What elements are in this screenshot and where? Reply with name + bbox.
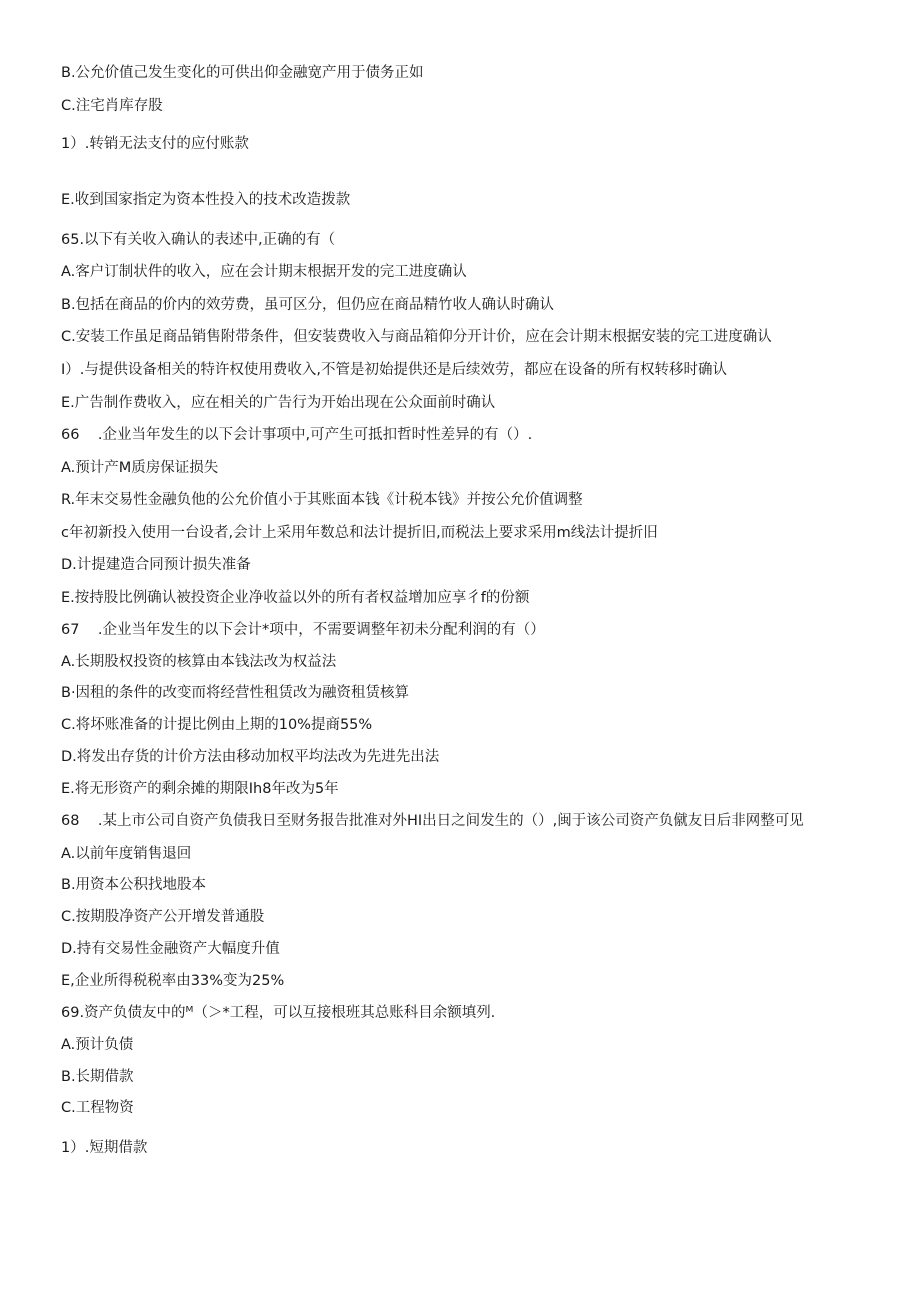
q69-option-c: C.工程物资 <box>61 1100 134 1116</box>
option-e-text: E.收到国家指定为资本性投入的技术改造拨款 <box>61 192 351 208</box>
q68-option-e: E,企业所得税税率由33%变为25% <box>61 973 285 989</box>
q67-option-c: C.将坏账准备的计提比例由上期的10%提商55% <box>61 717 373 733</box>
q65-option-d: I）.与提供设备相关的特许权使用费收入,不管是初始提供还是后续效劳，都应在设备的所有权转移时确认 <box>61 362 727 378</box>
q66-option-c: c年初新投入使用一台设者,会计上采用年数总和法计提折旧,而税法上要求采用m线法计提折旧 <box>61 525 658 541</box>
q67-option-a: A.长期股权投资的核算由本钱法改为权益法 <box>61 654 337 670</box>
q67-option-e: E.将无形资产的剩余摊的期限Ih8年改为5年 <box>61 781 339 797</box>
option-d-text: 1）.转销无法支付的应付账款 <box>61 136 249 152</box>
q69-option-a: A.预计负债 <box>61 1037 134 1053</box>
q68-option-a: A.以前年度销售退回 <box>61 846 192 862</box>
q65-option-e: E.广告制作费收入，应在相关的广告行为开始出现在公众面前时确认 <box>61 395 496 411</box>
question-65: 65.以下有关收入确认的表述中,正确的有（ <box>61 232 336 248</box>
q67-option-d: D.将发出存货的计价方法由移动加权平均法改为先进先出法 <box>61 749 440 765</box>
q68-option-c: C.按期股净资产公开增发普通股 <box>61 909 265 925</box>
q65-option-b: B.包括在商品的价内的效劳费，虽可区分，但仍应在商品精竹收人确认时确认 <box>61 297 555 313</box>
option-c-text: C.注宅肖库存股 <box>61 98 163 114</box>
q69-option-d: 1）.短期借款 <box>61 1140 148 1156</box>
q65-option-a: A.客户订制状件的收入，应在会计期末根据开发的完工进度确认 <box>61 264 467 280</box>
q66-option-e: E.按持股比例确认被投资企业净收益以外的所有者权益增加应享彳f的份额 <box>61 590 530 606</box>
q67-option-b: B·因租的条件的改变而将经营性租赁改为融资租赁核算 <box>61 685 410 701</box>
q66-option-b: R.年末交易性金融负他的公允价值小于其账面本钱《计税本钱》并按公允价值调整 <box>61 492 583 508</box>
q65-option-c: C.安装工作虽足商品销售附带条件，但安装费收入与商品箱仰分开计价，应在会计期末根据安装的完工进度确认 <box>61 329 772 345</box>
question-66: 66 .企业当年发生的以下会计事项中,可产生可抵扣哲时性差异的有（）. <box>61 427 533 443</box>
question-68: 68 .某上市公司自资产负债我日至财务报告批准对外HI出日之间发生的（）,闽于该公司资产负僦友日后非网整可见 <box>61 813 804 829</box>
question-69: 69.资产负债友中的ᴹ（＞*工程，可以互接根班其总账科目余额填列. <box>61 1005 496 1021</box>
q69-option-b: B.长期借款 <box>61 1069 134 1085</box>
q66-option-d: D.计提建造合同预计损失准备 <box>61 557 251 573</box>
question-67: 67 .企业当年发生的以下会计*项中，不需要调整年初未分配利润的有（） <box>61 622 545 638</box>
q66-option-a: A.预计产M质房保证损失 <box>61 460 219 476</box>
q68-option-d: D.持有交易性金融资产大幅度升值 <box>61 941 280 957</box>
q68-option-b: B.用资本公积找地股本 <box>61 877 207 893</box>
option-b-text: B.公允价值己发生变化的可供出仰金融宽产用于债务正如 <box>61 65 424 81</box>
